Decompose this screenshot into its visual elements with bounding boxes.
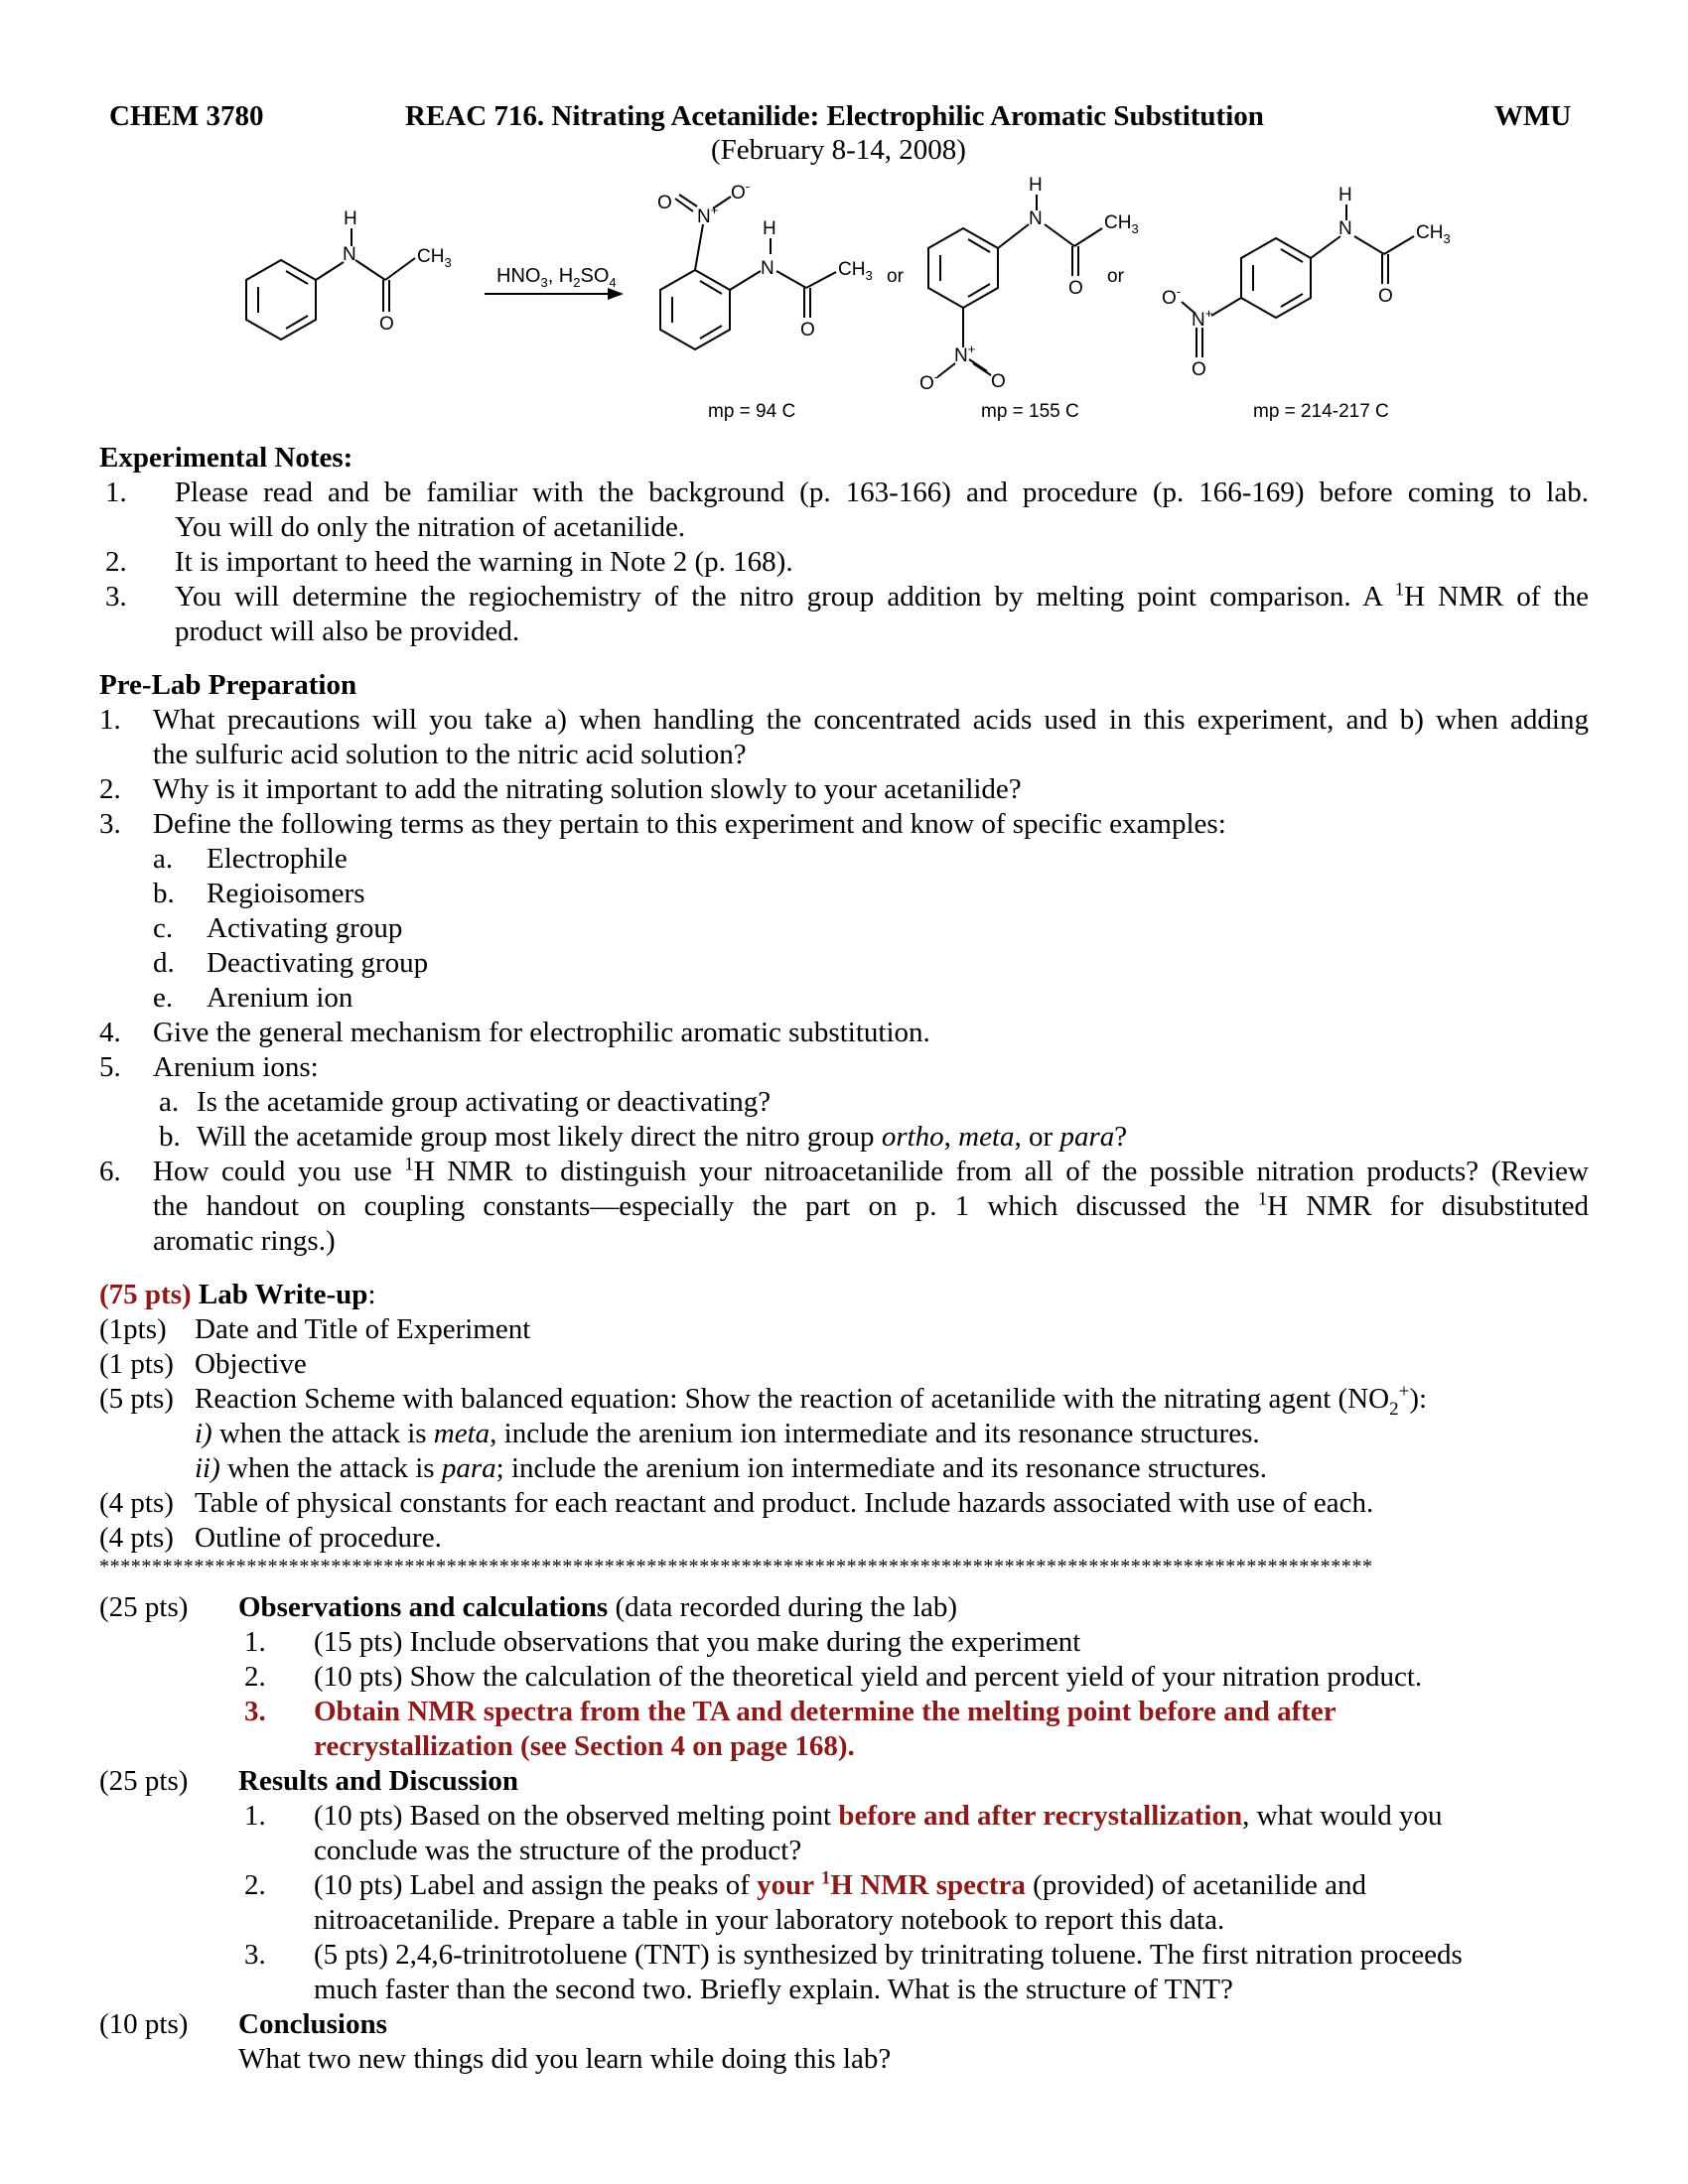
svg-text:CH3: $CH_3$ <box>838 259 873 283</box>
results-item-1-line2: conclude was the structure of the product? <box>314 1835 802 1866</box>
prelab-q6-text-line2: the handout on coupling constants—especially the part on p. 1 which discussed the $^1$H NMR for disubstituted <box>153 1188 1589 1222</box>
svg-text:N: N <box>343 244 356 265</box>
svg-text:O: O <box>800 320 815 341</box>
svg-text:O: O <box>1192 359 1206 380</box>
writeup-item-points: (5 pts) <box>99 1383 174 1415</box>
results-item-number: 3. <box>244 1939 266 1971</box>
observations-item-number: 3. <box>244 1696 266 1727</box>
term-letter: e. <box>153 982 174 1014</box>
observations-item-3: Obtain NMR spectra from the TA and determine the melting point before and after <box>314 1696 1336 1727</box>
prelab-q5a-letter: a. <box>159 1086 180 1118</box>
notes-heading: Experimental Notes: <box>99 442 353 474</box>
prelab-q6-text-line3: aromatic rings.) <box>153 1225 336 1257</box>
writeup-item-points: (4 pts) <box>99 1522 174 1554</box>
section-separator: ************************************************************************************************************************* <box>99 1556 1373 1577</box>
note-2-number: 2. <box>105 546 127 578</box>
writeup-points: (75 pts) <box>99 1279 192 1310</box>
writeup-item-objective: Objective <box>195 1348 307 1380</box>
results-item-1: (10 pts) Based on the observed melting point before and after recrystallization, what would you <box>314 1800 1443 1832</box>
svg-text:H: H <box>1338 185 1352 205</box>
svg-text:O-: O- <box>1162 284 1182 309</box>
results-item-2-line2: nitroacetanilide. Prepare a table in your laboratory notebook to report this data. <box>314 1904 1225 1936</box>
term-electrophile: Electrophile <box>207 843 348 875</box>
ortho-melting-point: mp = 94 C <box>708 401 796 422</box>
writeup-item-procedure: Outline of procedure. <box>195 1522 442 1554</box>
reaction-scheme <box>0 159 1688 437</box>
svg-text:CH3: $CH_3$ <box>1104 212 1139 236</box>
svg-text:O: O <box>991 371 1006 392</box>
note-1-text-line2: You will do only the nitration of acetanilide. <box>175 511 686 543</box>
note-3-text: You will determine the regiochemistry of the nitro group addition by melting point comparison. A $^1$H NMR of the <box>175 579 1589 613</box>
meta-melting-point: mp = 155 C <box>981 401 1079 422</box>
writeup-item-reaction-scheme: Reaction Scheme with balanced equation: Show the reaction of acetanilide with the nitrating agent $(NO_2^+)$: <box>195 1381 1428 1420</box>
note-3-text-line2: product will also be provided. <box>175 615 520 647</box>
conclusions-heading: Conclusions <box>238 2008 387 2040</box>
svg-text:N+: N+ <box>697 203 719 227</box>
prelab-heading: Pre-Lab Preparation <box>99 669 357 701</box>
svg-text:O-: O- <box>731 179 751 204</box>
results-item-2: (10 pts) Label and assign the peaks of your $^1$H NMR spectra (provided) of acetanilide and <box>314 1867 1366 1901</box>
svg-text:O: O <box>657 193 672 213</box>
note-3-number: 3. <box>105 581 127 613</box>
writeup-item-points: (4 pts) <box>99 1487 174 1519</box>
prelab-q2-text: Why is it important to add the nitrating solution slowly to your acetanilide? <box>153 773 1022 805</box>
svg-text:H: H <box>1029 175 1043 196</box>
note-1-text: Please read and be familiar with the background (p. 163-166) and procedure (p. 166-169) before coming to lab. <box>175 477 1589 508</box>
prelab-q6-number: 6. <box>99 1156 121 1187</box>
term-arenium-ion: Arenium ion <box>207 982 353 1014</box>
writeup-item-physical-constants: Table of physical constants for each reactant and product. Include hazards associated with use of each. <box>195 1487 1374 1519</box>
prelab-q5b-text: Will the acetamide group most likely direct the nitro group ortho, meta, or para? <box>197 1121 1128 1153</box>
prelab-q2-number: 2. <box>99 773 121 805</box>
observations-heading: Observations and calculations (data recorded during the lab) <box>238 1591 958 1623</box>
observations-item-number: 2. <box>244 1661 266 1693</box>
prelab-q5-number: 5. <box>99 1051 121 1083</box>
svg-text:O-: O- <box>919 369 939 394</box>
conclusions-text: What two new things did you learn while doing this lab? <box>238 2043 892 2075</box>
prelab-q4-number: 4. <box>99 1017 121 1048</box>
svg-text:N+: N+ <box>954 341 976 366</box>
writeup-item-date-title: Date and Title of Experiment <box>195 1313 531 1345</box>
results-item-number: 1. <box>244 1800 266 1832</box>
prelab-q1-number: 1. <box>99 704 121 736</box>
svg-text:O: O <box>379 314 394 335</box>
note-1-number: 1. <box>105 477 127 508</box>
page-title: REAC 716. Nitrating Acetanilide: Electrophilic Aromatic Substitution <box>405 100 1264 132</box>
term-regioisomers: Regioisomers <box>207 878 365 909</box>
prelab-q5a-text: Is the acetamide group activating or deactivating? <box>197 1086 772 1118</box>
svg-text:N: N <box>1029 208 1043 229</box>
prelab-q5-text: Arenium ions: <box>153 1051 319 1083</box>
or-label-2: or <box>1107 266 1124 287</box>
svg-text:CH3: $CH_3$ <box>1416 222 1451 246</box>
term-letter: b. <box>153 878 175 909</box>
prelab-q1-text: What precautions will you take a) when handling the concentrated acids used in this experiment, and b) when adding <box>153 704 1589 736</box>
term-letter: c. <box>153 912 174 944</box>
term-deactivating-group: Deactivating group <box>207 947 429 979</box>
course-code: CHEM 3780 <box>109 100 264 132</box>
observations-item-3-line2: recrystallization (see Section 4 on page 168). <box>314 1730 855 1762</box>
writeup-item-points: (1 pts) <box>99 1348 174 1380</box>
term-activating-group: Activating group <box>207 912 403 944</box>
writeup-subitem-para: ii) when the attack is para; include the arenium ion intermediate and its resonance structures. <box>195 1452 1267 1484</box>
writeup-item-points: (1pts) <box>99 1313 167 1345</box>
prelab-q3-text: Define the following terms as they pertain to this experiment and know of specific examples: <box>153 808 1226 840</box>
prelab-q6-text: How could you use $^1$H NMR to distinguish your nitroacetanilide from all of the possible nitration products? (Review <box>153 1154 1589 1187</box>
svg-text:N: N <box>761 258 774 279</box>
observations-points: (25 pts) <box>99 1591 189 1623</box>
observations-item-2: (10 pts) Show the calculation of the theoretical yield and percent yield of your nitration product. <box>314 1661 1423 1693</box>
writeup-subitem-meta: i) when the attack is meta, include the arenium ion intermediate and its resonance structures. <box>195 1418 1260 1449</box>
prelab-q3-number: 3. <box>99 808 121 840</box>
prelab-q4-text: Give the general mechanism for electrophilic aromatic substitution. <box>153 1017 930 1048</box>
svg-text:H: H <box>763 218 776 239</box>
results-item-3-line2: much faster than the second two. Briefly explain. What is the structure of TNT? <box>314 1974 1233 2005</box>
results-points: (25 pts) <box>99 1765 189 1797</box>
svg-text:O: O <box>1068 278 1083 299</box>
prelab-q1-text-line2: the sulfuric acid solution to the nitric acid solution? <box>153 739 747 770</box>
observations-item-1: (15 pts) Include observations that you make during the experiment <box>314 1626 1081 1658</box>
svg-text:CH3: $CH_3$ <box>417 246 452 270</box>
results-item-3: (5 pts) 2,4,6-trinitrotoluene (TNT) is synthesized by trinitrating toluene. The first nitration proceeds <box>314 1939 1463 1971</box>
observations-item-number: 1. <box>244 1626 266 1658</box>
school-name: WMU <box>1494 100 1572 132</box>
results-heading: Results and Discussion <box>238 1765 519 1797</box>
svg-text:N+: N+ <box>1192 306 1213 331</box>
svg-text:N: N <box>1338 218 1352 239</box>
page-dates: (February 8-14, 2008) <box>711 134 966 166</box>
para-melting-point: mp = 214-217 C <box>1253 401 1389 422</box>
results-item-number: 2. <box>244 1869 266 1901</box>
term-letter: d. <box>153 947 175 979</box>
reagents-label: $HNO_3$, $H_2SO_4$ <box>496 265 617 290</box>
writeup-heading: (75 pts) Lab Write-up: <box>99 1279 376 1310</box>
conclusions-points: (10 pts) <box>99 2008 189 2040</box>
note-2-text: It is important to heed the warning in Note 2 (p. 168). <box>175 546 793 578</box>
svg-text:O: O <box>1378 286 1393 307</box>
prelab-q5b-letter: b. <box>159 1121 181 1153</box>
or-label-1: or <box>887 266 904 287</box>
para-product-structure <box>1182 205 1414 357</box>
svg-text:H: H <box>344 208 357 229</box>
term-letter: a. <box>153 843 174 875</box>
